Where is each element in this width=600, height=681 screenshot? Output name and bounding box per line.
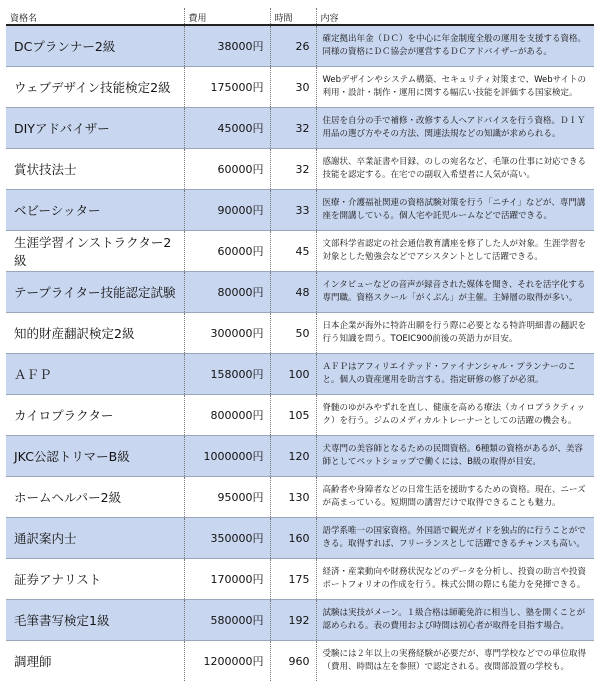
qualification-name: ウェブデザイン技能検定2級 (6, 67, 184, 108)
table-row (6, 149, 594, 190)
qualification-name: ベビーシッター (6, 190, 184, 231)
description-text: 日本企業が海外に特許出願を行う際に必要となる特許明細書の翻訳を行う知識を問う。TOEIC900前後の英語力が目安。 (316, 313, 594, 354)
cost-value: 158000円 (184, 354, 270, 395)
qualification-name: JKC公認トリマーB級 (6, 436, 184, 477)
table-row (6, 518, 594, 559)
table-row (6, 600, 594, 641)
table-row (6, 25, 594, 67)
description-text: 感謝状、卒業証書や目録、のしの宛名など、毛筆の仕事に対応できる技能を認定する。在宅での副収入希望者に人気が高い。 (316, 149, 594, 190)
table-row (6, 641, 594, 681)
cost-value: 60000円 (184, 149, 270, 190)
time-value: 32 (270, 149, 316, 190)
qualification-name: 通訳案内士 (6, 518, 184, 559)
table-row (6, 354, 594, 395)
qualification-name: 知的財産翻訳検定2級 (6, 313, 184, 354)
time-value: 45 (270, 231, 316, 272)
description-text: 試験は実技がメーン。１級合格は師範免許に相当し、塾を開くことが認められる。表の費用および時間は初心者が取得を目指す場合。 (316, 600, 594, 641)
qualification-name: 賞状技法士 (6, 149, 184, 190)
cost-value: 80000円 (184, 272, 270, 313)
description-text: 脊髄のゆがみやずれを直し、健康を高める療法（カイロプラクティック）を行う。ジムのメディカルトレーナーとしての活躍の機会も。 (316, 395, 594, 436)
cost-value: 175000円 (184, 67, 270, 108)
description-text: 住居を自分の手で補修・改修する人へアドバイスを行う資格。ＤＩＹ用品の選び方やその方法、関連法規などの知識が求められる。 (316, 108, 594, 149)
cost-value: 1000000円 (184, 436, 270, 477)
time-value: 33 (270, 190, 316, 231)
description-text: 確定拠出年金（ＤＣ）を中心に年金制度全般の運用を支援する資格。同様の資格にＤＣ協会が運営するＤＣアドバイザーがある。 (316, 25, 594, 67)
cost-value: 300000円 (184, 313, 270, 354)
description-text: 高齢者や身障者などの日常生活を援助するための資格。現在、ニーズが高まっている。短期間の講習だけで取得できることも魅力。 (316, 477, 594, 518)
description-text: 受験には２年以上の実務経験が必要だが、専門学校などでの単位取得（費用、時間は左を参照）で認定される。夜間部設置の学校も。 (316, 641, 594, 681)
table-row (6, 67, 594, 108)
table-row (6, 272, 594, 313)
time-value: 32 (270, 108, 316, 149)
table-row (6, 313, 594, 354)
qualification-name: 証券アナリスト (6, 559, 184, 600)
header-name: 資格名 (6, 8, 184, 25)
description-text: ＡＦＰはアフィリエイテッド・ファイナンシャル・プランナーのこと。個人の資産運用を助言する。指定研修の修了が必須。 (316, 354, 594, 395)
qualification-name: DIYアドバイザー (6, 108, 184, 149)
time-value: 175 (270, 559, 316, 600)
header-desc: 内容 (316, 8, 594, 25)
cost-value: 350000円 (184, 518, 270, 559)
description-text: 文部科学省認定の社会通信教育講座を修了した人が対象。生涯学習を対象とした勉強会などでアシスタントとして活躍できる。 (316, 231, 594, 272)
qualification-name: 調理師 (6, 641, 184, 681)
time-value: 30 (270, 67, 316, 108)
table-row (6, 559, 594, 600)
description-text: 経済・産業動向や財務状況などのデータを分析し、投資の助言や投資ポートフォリオの作成を行う。株式公開の際にも能力を発揮できる。 (316, 559, 594, 600)
description-text: インタビューなどの音声が録音された媒体を聞き、それを活字化する専門職。資格スクール「がくぶん」が主催。主婦層の取得が多い。 (316, 272, 594, 313)
time-value: 48 (270, 272, 316, 313)
cost-value: 580000円 (184, 600, 270, 641)
time-value: 160 (270, 518, 316, 559)
table-header-row (6, 8, 594, 25)
time-value: 130 (270, 477, 316, 518)
qualification-name: カイロプラクター (6, 395, 184, 436)
qualification-name: 毛筆書写検定1級 (6, 600, 184, 641)
time-value: 960 (270, 641, 316, 681)
qualification-name: DCプランナー2級 (6, 25, 184, 67)
qualification-name: ＡＦＰ (6, 354, 184, 395)
table-row (6, 190, 594, 231)
description-text: Webデザインやシステム構築、セキュリティ対策まで、Webサイトの利用・設計・制作・運用に関する幅広い技能を評価する国家検定。 (316, 67, 594, 108)
cost-value: 800000円 (184, 395, 270, 436)
cost-value: 90000円 (184, 190, 270, 231)
time-value: 120 (270, 436, 316, 477)
header-time: 時間 (270, 8, 316, 25)
cost-value: 45000円 (184, 108, 270, 149)
table-row (6, 436, 594, 477)
qualification-name: ホームヘルパー2級 (6, 477, 184, 518)
time-value: 105 (270, 395, 316, 436)
qualification-table (6, 8, 594, 681)
cost-value: 1200000円 (184, 641, 270, 681)
time-value: 26 (270, 25, 316, 67)
header-cost: 費用 (184, 8, 270, 25)
cost-value: 170000円 (184, 559, 270, 600)
time-value: 50 (270, 313, 316, 354)
cost-value: 60000円 (184, 231, 270, 272)
table-row (6, 477, 594, 518)
table-row (6, 231, 594, 272)
time-value: 192 (270, 600, 316, 641)
description-text: 医療・介護福祉関連の資格試験対策を行う「ニチイ」などが、専門講座を開講している。個人宅や託児ルームなどで活躍できる。 (316, 190, 594, 231)
table-row (6, 108, 594, 149)
qualification-name: テープライター技能認定試験 (6, 272, 184, 313)
table-row (6, 395, 594, 436)
description-text: 犬専門の美容師となるための民間資格。6種類の資格があるが、美容師としてペットショップで働くには、B級の取得が目安。 (316, 436, 594, 477)
time-value: 100 (270, 354, 316, 395)
cost-value: 95000円 (184, 477, 270, 518)
qualification-name: 生涯学習インストラクター2級 (6, 231, 184, 272)
description-text: 語学系唯一の国家資格。外国語で観光ガイドを独占的に行うことができる。取得すれば、フリーランスとして活躍できるチャンスも高い。 (316, 518, 594, 559)
cost-value: 38000円 (184, 25, 270, 67)
